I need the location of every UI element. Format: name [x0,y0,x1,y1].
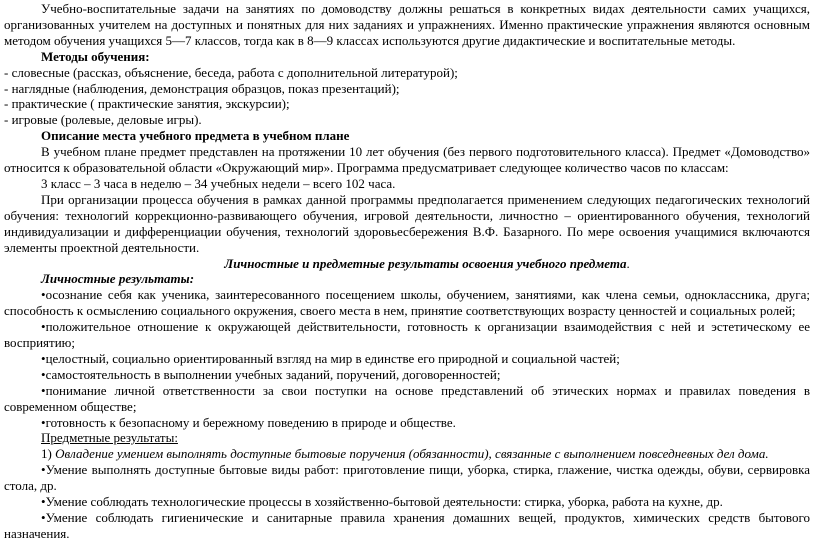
place-paragraph: В учебном плане предмет представлен на протяжении 10 лет обучения (без первого подготовительного класса). Предмет «Домоводство» относится к образовательной области «Окружающий мир». Программа предусматривает следующее количество часов по классам: [4,144,810,176]
technologies-paragraph [4,192,810,256]
subject-result-first: 1) Овладение умением выполнять доступные бытовые поручения (обязанности), связанные с выполнением повседневных дел дома. [41,446,769,462]
personal-results-heading: Личностные результаты: [41,271,195,287]
technologies-rest: : технологий коррекционно-развивающего обучения, игровой деятельности, личностно – ориентированного обучения, технологий индивидуализации и дифференциации обучения, технологий здоровьесбережения В.Ф. Базарного. По мере освоения учащимися включаются элементы проектной деятельности. [4,207,810,255]
personal-result-item: •осознание себя как ученика, заинтересованного посещением школы, обучением, занятиями, как члена семьи, одноклассника, друга; способность к осмыслению социального окружения, своего места в нем, принятие соответствующих возрасту ценностей и социальных ролей; [4,287,810,319]
bullet-icon: • [41,366,46,382]
hours-line: 3 класс – 3 часа в неделю – 34 учебных недели – всего 102 часа. [41,175,396,191]
results-heading-line [4,256,810,272]
intro-paragraph: Учебно-воспитательные задачи на занятиях по домоводству должны решаться в конкретных видах деятельности самих учащихся, организованных учителем на доступных и понятных для них заданиях и упражнениях. Именно практические упражнения являются основным методом обучения учащихся 5—7 классов, тогда как в 8—9 классах используются другие дидактические и воспитательные методы. [4,1,810,48]
results-heading: Личностные и предметные результаты освоения учебного предмета [224,255,627,271]
personal-result-item: •самостоятельность в выполнении учебных заданий, поручений, договоренностей; [41,366,501,382]
personal-result-item: •целостный, социально ориентированный взгляд на мир в единстве его природной и социальной частей; [41,350,620,366]
methods-item-practical: - практические ( практические занятия, экскурсии); [4,96,290,112]
personal-result-item: •готовность к безопасному и бережному поведению в природе и обществе. [41,414,456,430]
methods-heading: Методы обучения: [41,48,150,64]
subject-result-item: •Умение соблюдать технологические процессы в хозяйственно-бытовой деятельности: стирка, уборка, работа на кухне, др. [41,494,723,510]
personal-result-item: •понимание личной ответственности за свои поступки на основе представлений об этических нормах и правилах поведения в современном обществе; [4,382,810,414]
subject-results-heading: Предметные результаты: [41,430,178,446]
place-heading: Описание места учебного предмета в учебном плане [41,128,350,144]
personal-result-item: •положительное отношение к окружающей действительности, готовность к организации взаимодействия с ней и эстетическому ее восприятию; [4,319,810,351]
methods-item-verbal: - словесные (рассказ, объяснение, беседа, работа с дополнительной литературой); [4,64,458,80]
methods-item-visual: - наглядные (наблюдения, демонстрация образцов, показ презентаций); [4,80,400,96]
bullet-icon: • [41,510,46,525]
methods-item-game: - игровые (ролевые, деловые игры). [4,112,202,128]
technologies-lead: При организации процесса обучения в рамках данной программы предполагается применением следующих педагогических технологий обучения [4,191,810,223]
subject-result-number: 1) [41,446,52,462]
bullet-icon: • [41,350,46,366]
subject-result-item: •Умение соблюдать гигиенические и санитарные правила хранения домашних вещей, продуктов, химических средств бытового назначения. [4,510,810,541]
results-heading-end: . [626,255,630,271]
bullet-icon: • [41,287,46,303]
bullet-icon: • [41,382,46,398]
subject-result-item: •Умение выполнять доступные бытовые виды работ: приготовление пищи, уборка, стирка, глажение, чистка одежды, обуви, сервировка стола, др. [4,462,810,494]
bullet-icon: • [41,494,46,510]
bullet-icon: • [41,319,46,335]
bullet-icon: • [41,414,46,430]
bullet-icon: • [41,462,46,478]
